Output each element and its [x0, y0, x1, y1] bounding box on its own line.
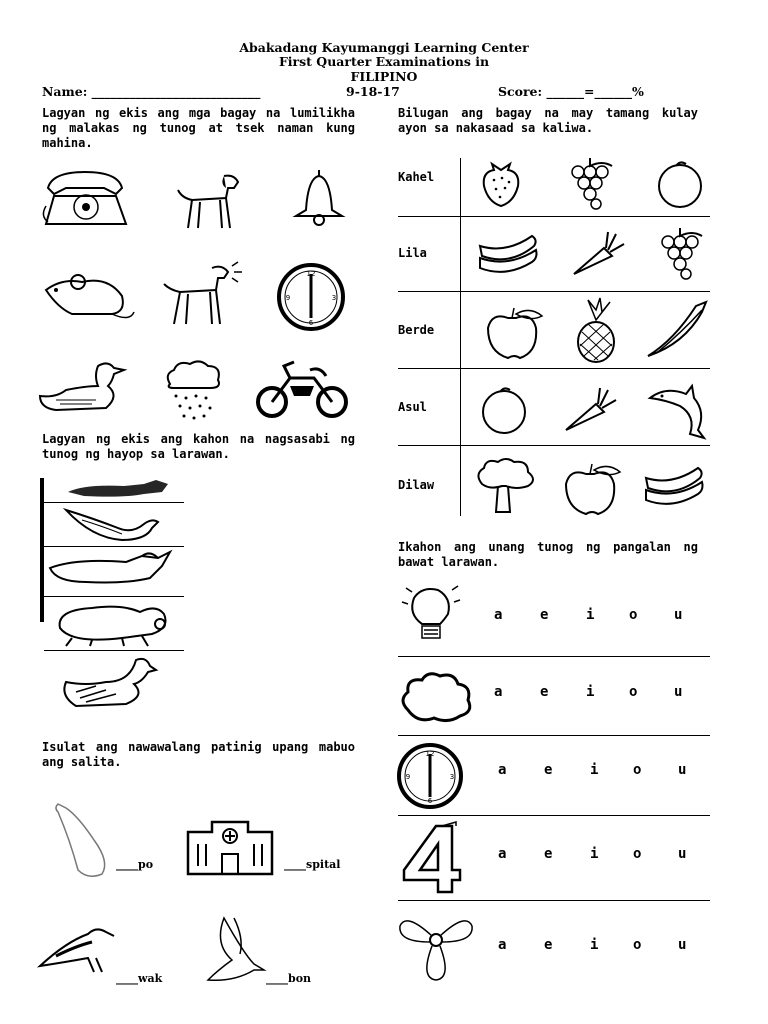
- grapes-icon[interactable]: [562, 156, 618, 210]
- vowel-row-line: [398, 815, 710, 816]
- word-blank-uwak[interactable]: ____wak: [116, 972, 163, 985]
- vowel-i[interactable]: i: [586, 684, 595, 700]
- vowel-e[interactable]: e: [540, 684, 549, 700]
- lightbulb-icon[interactable]: [398, 582, 466, 646]
- svg-text:9: 9: [405, 773, 411, 781]
- vowel-i[interactable]: i: [590, 846, 599, 862]
- vowel-o[interactable]: o: [633, 762, 642, 778]
- vowel-u[interactable]: u: [678, 762, 687, 778]
- crow-icon[interactable]: [36, 922, 118, 978]
- word-blank-ospital[interactable]: ____spital: [284, 858, 341, 871]
- color-table-divider: [460, 158, 461, 516]
- vowel-u[interactable]: u: [678, 937, 687, 953]
- svg-text:6: 6: [427, 797, 433, 805]
- svg-text:12: 12: [425, 750, 435, 758]
- number-four-icon[interactable]: [400, 822, 464, 894]
- vowel-e[interactable]: e: [544, 937, 553, 953]
- apple-icon[interactable]: [482, 304, 546, 362]
- vowel-a[interactable]: a: [494, 684, 503, 700]
- mouse-icon[interactable]: [42, 268, 134, 324]
- word-blank-ibon[interactable]: ____bon: [266, 972, 312, 985]
- banana-icon[interactable]: [642, 462, 706, 510]
- vowel-i[interactable]: i: [590, 937, 599, 953]
- orange-icon[interactable]: [654, 158, 706, 208]
- vowel-u[interactable]: u: [674, 684, 683, 700]
- dove-icon[interactable]: [204, 914, 268, 986]
- dog-icon[interactable]: [172, 170, 244, 234]
- hospital-icon[interactable]: [184, 818, 276, 876]
- pineapple-icon[interactable]: [574, 298, 618, 364]
- color-row-line: [398, 216, 710, 217]
- school-name: Abakadang Kayumanggi Learning Center: [239, 40, 529, 55]
- section1-instruction: Lagyan ng ekis ang mga bagay na lumilikha ng malakas ng tunog at tsek naman kung mahina.: [42, 106, 355, 150]
- animal-divider: [44, 650, 184, 651]
- carrot-icon[interactable]: [570, 228, 626, 278]
- duck-icon[interactable]: [36, 356, 126, 416]
- color-label-lila: Lila: [398, 246, 427, 260]
- svg-text:3: 3: [449, 773, 455, 781]
- subject-title: FILIPINO: [350, 69, 418, 84]
- pig-icon[interactable]: [52, 598, 172, 648]
- clock-icon[interactable]: [396, 742, 464, 810]
- apple-icon[interactable]: [560, 460, 624, 518]
- rain-cloud-icon[interactable]: [160, 356, 226, 422]
- exam-date: 9-18-17: [346, 84, 400, 99]
- bell-icon[interactable]: [290, 166, 348, 228]
- barking-dog-icon[interactable]: [160, 260, 246, 330]
- section5-instruction: Ikahon ang unang tunog ng pangalan ng bawat larawan.: [398, 540, 698, 569]
- svg-text:3: 3: [331, 294, 337, 302]
- vowel-row-line: [398, 656, 710, 657]
- vowel-row-line: [398, 900, 710, 901]
- color-row-line: [398, 291, 710, 292]
- color-row-line: [398, 445, 710, 446]
- okra-icon[interactable]: [644, 300, 712, 360]
- vowel-i[interactable]: i: [590, 762, 599, 778]
- animal-divider: [44, 596, 184, 597]
- vowel-u[interactable]: u: [678, 846, 687, 862]
- vowel-a[interactable]: a: [498, 762, 507, 778]
- grapes-icon[interactable]: [652, 226, 708, 280]
- orange-icon[interactable]: [478, 384, 530, 434]
- cow-icon[interactable]: [64, 478, 174, 502]
- score-field[interactable]: Score: ______=______%: [498, 84, 644, 99]
- animal-divider: [44, 546, 184, 547]
- section4-instruction: Bilugan ang bagay na may tamang kulay ayon sa nakasaad sa kaliwa.: [398, 106, 698, 135]
- svg-text:12: 12: [306, 270, 316, 278]
- color-label-asul: Asul: [398, 400, 427, 414]
- strawberry-icon[interactable]: [478, 158, 524, 208]
- vowel-o[interactable]: o: [629, 684, 638, 700]
- duck-icon[interactable]: [56, 652, 156, 712]
- color-label-berde: Berde: [398, 323, 435, 337]
- word-blank-upo[interactable]: ____po: [116, 858, 154, 871]
- animal-divider: [44, 502, 184, 503]
- carabao-icon[interactable]: [46, 548, 174, 596]
- vowel-i[interactable]: i: [586, 607, 595, 623]
- broccoli-icon[interactable]: [472, 456, 538, 516]
- animal-list-border: [40, 478, 44, 622]
- color-label-dilaw: Dilaw: [398, 478, 435, 492]
- vowel-a[interactable]: a: [494, 607, 503, 623]
- vowel-row-line: [398, 735, 710, 736]
- carrot-icon[interactable]: [562, 384, 618, 434]
- vowel-o[interactable]: o: [633, 846, 642, 862]
- section2-instruction: Lagyan ng ekis ang kahon na nagsasabi ng tunog ng hayop sa larawan.: [42, 432, 355, 461]
- clock-icon[interactable]: [276, 262, 346, 332]
- vowel-o[interactable]: o: [629, 607, 638, 623]
- bird-icon[interactable]: [62, 504, 162, 544]
- vowel-e[interactable]: e: [540, 607, 549, 623]
- vowel-e[interactable]: e: [544, 846, 553, 862]
- fan-icon[interactable]: [396, 910, 476, 984]
- color-label-kahel: Kahel: [398, 170, 435, 184]
- telephone-icon[interactable]: [40, 166, 130, 230]
- vowel-a[interactable]: a: [498, 846, 507, 862]
- banana-icon[interactable]: [476, 230, 540, 278]
- color-row-line: [398, 368, 710, 369]
- cloud-icon[interactable]: [398, 668, 474, 724]
- squash-icon[interactable]: [48, 800, 112, 880]
- motorcycle-icon[interactable]: [254, 356, 350, 420]
- name-field[interactable]: Name: ___________________________: [42, 84, 261, 99]
- vowel-e[interactable]: e: [544, 762, 553, 778]
- vowel-a[interactable]: a: [498, 937, 507, 953]
- svg-text:6: 6: [308, 319, 314, 327]
- svg-text:9: 9: [285, 294, 291, 302]
- vowel-u[interactable]: u: [674, 607, 683, 623]
- vowel-o[interactable]: o: [633, 937, 642, 953]
- exam-title: First Quarter Examinations in: [278, 54, 490, 69]
- dolphin-icon[interactable]: [646, 384, 708, 440]
- section3-instruction: Isulat ang nawawalang patinig upang mabuo ang salita.: [42, 740, 355, 769]
